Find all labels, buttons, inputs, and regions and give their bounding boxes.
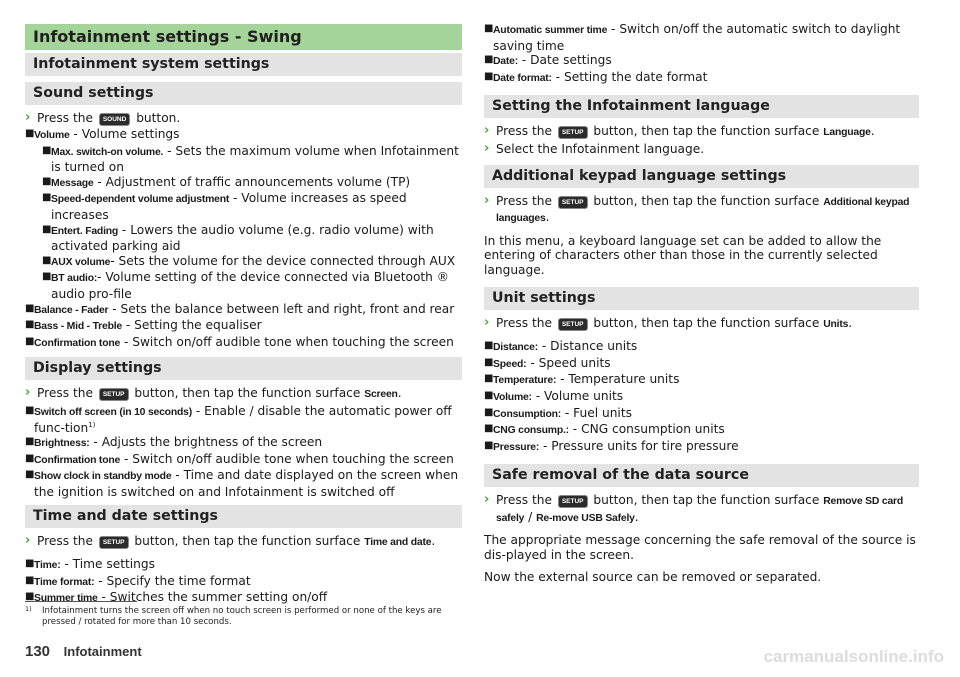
list-item: ■ Message - Adjustment of traffic announcements volume (TP) (42, 174, 411, 189)
keypad-step: › Press the SETUP button, then tap the function surface Additional keypad languages. (484, 192, 910, 225)
page-number: 130 (25, 643, 51, 660)
list-item: ■ Time: - Time settings (25, 557, 155, 572)
sound-settings-heading: Sound settings (25, 82, 462, 105)
step-arrow-icon: › (484, 492, 490, 508)
footnote-ref: 1) (88, 420, 96, 429)
page-title: Infotainment settings - Swing (25, 24, 462, 50)
sound-button-icon: SOUND (99, 113, 130, 126)
step-arrow-icon: › (484, 192, 490, 208)
footnote-mark: 1) (25, 605, 32, 613)
list-item: ■ Confirmation tone - Switch on/off audible tone when touching the screen (25, 451, 454, 466)
bullet-icon: ■ (484, 23, 494, 34)
setup-button-icon: SETUP (558, 196, 588, 209)
list-item: ■ Time format: - Specify the time format (25, 573, 251, 588)
list-item: ■ Volume - Volume settings ■ Max. switch-on volume. - Sets the maximum volume when Infotainment is turned on ■ Message - Adjustment of traffic announcements volume (TP) ■ Speed-dependent volume adjustment - Volume increases as speed increases ■ Entert. Fading - Lowers the audio volume (e.g. radio volume) with activated parking aid ■ AUX volume- Sets the volume for the device connected through AUX ■ BT audio:- Volume setting of the device connected via Bluetooth ® audio pro-file (25, 127, 462, 302)
units-step: › Press the SETUP button, then tap the function surface Units. (484, 314, 853, 330)
list-item: ■ Max. switch-on volume. - Sets the maximum volume when Infotainment is turned on (42, 143, 459, 175)
list-item: ■ Volume: - Volume units (484, 388, 624, 403)
language-heading: Setting the Infotainment language (484, 95, 919, 118)
list-item: ■ Bass - Mid - Treble - Setting the equaliser (25, 318, 262, 333)
list-item: ■ Speed-dependent volume adjustment - Volume increases as speed increases (42, 191, 407, 222)
step-arrow-icon: › (484, 140, 490, 156)
footnote-divider (25, 601, 137, 602)
step-arrow-icon: › (25, 110, 31, 125)
bullet-icon: ■ (42, 223, 52, 235)
date-list (484, 22, 919, 86)
system-settings-heading: Infotainment system settings (25, 53, 462, 76)
bullet-icon: ■ (484, 439, 494, 451)
bullet-icon: ■ (484, 356, 494, 368)
keypad-heading: Additional keypad language settings (484, 165, 919, 188)
list-item: ■ Automatic summer time - Switch on/off the automatic switch to daylight saving time (484, 22, 901, 53)
setup-button-icon: SETUP (99, 388, 129, 401)
footnote-text: Infotainment turns the screen off when no touch screen is performed or none of the keys are pressed / rotated for more than 10 seconds. (42, 606, 442, 627)
list-item: ■ Show clock in standby mode - Time and date displayed on the screen when the ignition is switched on and Infotainment is switched off (25, 468, 459, 499)
list-item: ■ Pressure: - Pressure units for tire pressure (484, 438, 739, 453)
watermark-logo (744, 645, 944, 667)
setup-button-icon: SETUP (558, 495, 588, 508)
list-item: ■ Consumption: - Fuel units (484, 405, 632, 420)
safe-removal-paragraph-2: Now the external source can be removed or separated. (484, 569, 822, 584)
step-arrow-icon: › (25, 385, 31, 401)
list-item: ■ Distance: - Distance units (484, 339, 638, 354)
units-list (484, 339, 919, 455)
bullet-icon: ■ (25, 558, 35, 570)
bullet-icon: ■ (484, 340, 494, 352)
time-step: › Press the SETUP button, then tap the function surface Time and date. (25, 533, 436, 549)
list-item: ■ Date format: - Setting the date format (484, 69, 708, 84)
bullet-icon: ■ (25, 469, 35, 481)
list-item: ■ AUX volume- Sets the volume for the device connected through AUX (42, 253, 456, 268)
list-item: ■ Temperature: - Temperature units (484, 372, 680, 387)
list-item: ■ Entert. Fading - Lowers the audio volume (e.g. radio volume) with activated parking aid (42, 222, 434, 254)
time-list (25, 557, 462, 607)
time-date-heading: Time and date settings (25, 505, 462, 528)
list-item: ■ CNG consump.: - CNG consumption units (484, 422, 725, 437)
bullet-icon: ■ (484, 54, 494, 66)
sound-list (25, 127, 462, 351)
list-item: ■ Balance - Fader - Sets the balance between left and right, front and rear (25, 301, 455, 316)
bullet-icon: ■ (25, 404, 35, 416)
list-item: ■ BT audio:- Volume setting of the device connected via Bluetooth ® audio pro-file (42, 270, 449, 301)
left-column (25, 24, 462, 613)
bullet-icon: ■ (484, 406, 494, 418)
bullet-icon: ■ (25, 452, 35, 464)
bullet-icon: ■ (25, 574, 35, 586)
bullet-icon: ■ (42, 175, 52, 187)
language-step-2: › Select the Infotainment language. (484, 140, 705, 156)
list-item: ■ Confirmation tone - Switch on/off audible tone when touching the screen (25, 334, 454, 349)
watermark-text: carmanualsonline.info (763, 647, 944, 666)
setup-button-icon: SETUP (558, 318, 588, 331)
bullet-icon: ■ (484, 70, 494, 82)
bullet-icon: ■ (25, 128, 35, 139)
keypad-paragraph: In this menu, a keyboard language set can be added to allow the entering of characters other than those in the currently selected language. (484, 233, 882, 277)
list-item: ■ Date: - Date settings (484, 53, 612, 68)
chapter-name: Infotainment (63, 644, 142, 659)
bullet-icon: ■ (25, 436, 35, 448)
bullet-icon: ■ (484, 423, 494, 435)
bullet-icon: ■ (42, 271, 52, 283)
display-settings-heading: Display settings (25, 357, 462, 380)
setup-button-icon: SETUP (99, 536, 129, 549)
language-step-1: › Press the SETUP button, then tap the function surface Language. (484, 123, 875, 139)
list-item: ■ Brightness: - Adjusts the brightness of the screen (25, 435, 323, 450)
safe-removal-paragraph-1: The appropriate message concerning the safe removal of the source is dis-played in the screen. (484, 533, 916, 563)
safe-removal-heading: Safe removal of the data source (484, 464, 919, 487)
footnote (25, 606, 465, 627)
bullet-icon: ■ (42, 144, 52, 156)
page-footer (25, 645, 142, 660)
bullet-icon: ■ (42, 192, 52, 204)
volume-sublist (34, 144, 462, 302)
bullet-icon: ■ (25, 302, 35, 314)
list-item: ■ Summer time - Switches the summer setting on/off (25, 590, 328, 605)
display-step: › Press the SETUP button, then tap the function surface Screen. (25, 385, 402, 401)
bullet-icon: ■ (484, 389, 494, 401)
bullet-icon: ■ (25, 319, 35, 331)
sound-step: › Press the SOUND button. (25, 110, 181, 125)
step-arrow-icon: › (484, 123, 490, 139)
units-heading: Unit settings (484, 287, 919, 310)
bullet-icon: ■ (25, 591, 35, 603)
step-arrow-icon: › (25, 533, 31, 549)
setup-button-icon: SETUP (558, 126, 588, 139)
list-item: ■ Switch off screen (in 10 seconds) - Enable / disable the automatic power off func-tion$^{1)}$ (25, 403, 452, 435)
safe-removal-step: › Press the SETUP button, then tap the function surface Remove SD card safely / Re-move USB Safely. (484, 492, 904, 524)
display-list (25, 404, 462, 500)
bullet-icon: ■ (484, 373, 494, 385)
right-column (484, 22, 919, 591)
bullet-icon: ■ (25, 335, 35, 347)
list-item: ■ Speed: - Speed units (484, 355, 611, 370)
step-arrow-icon: › (484, 314, 490, 330)
bullet-icon: ■ (42, 254, 52, 266)
